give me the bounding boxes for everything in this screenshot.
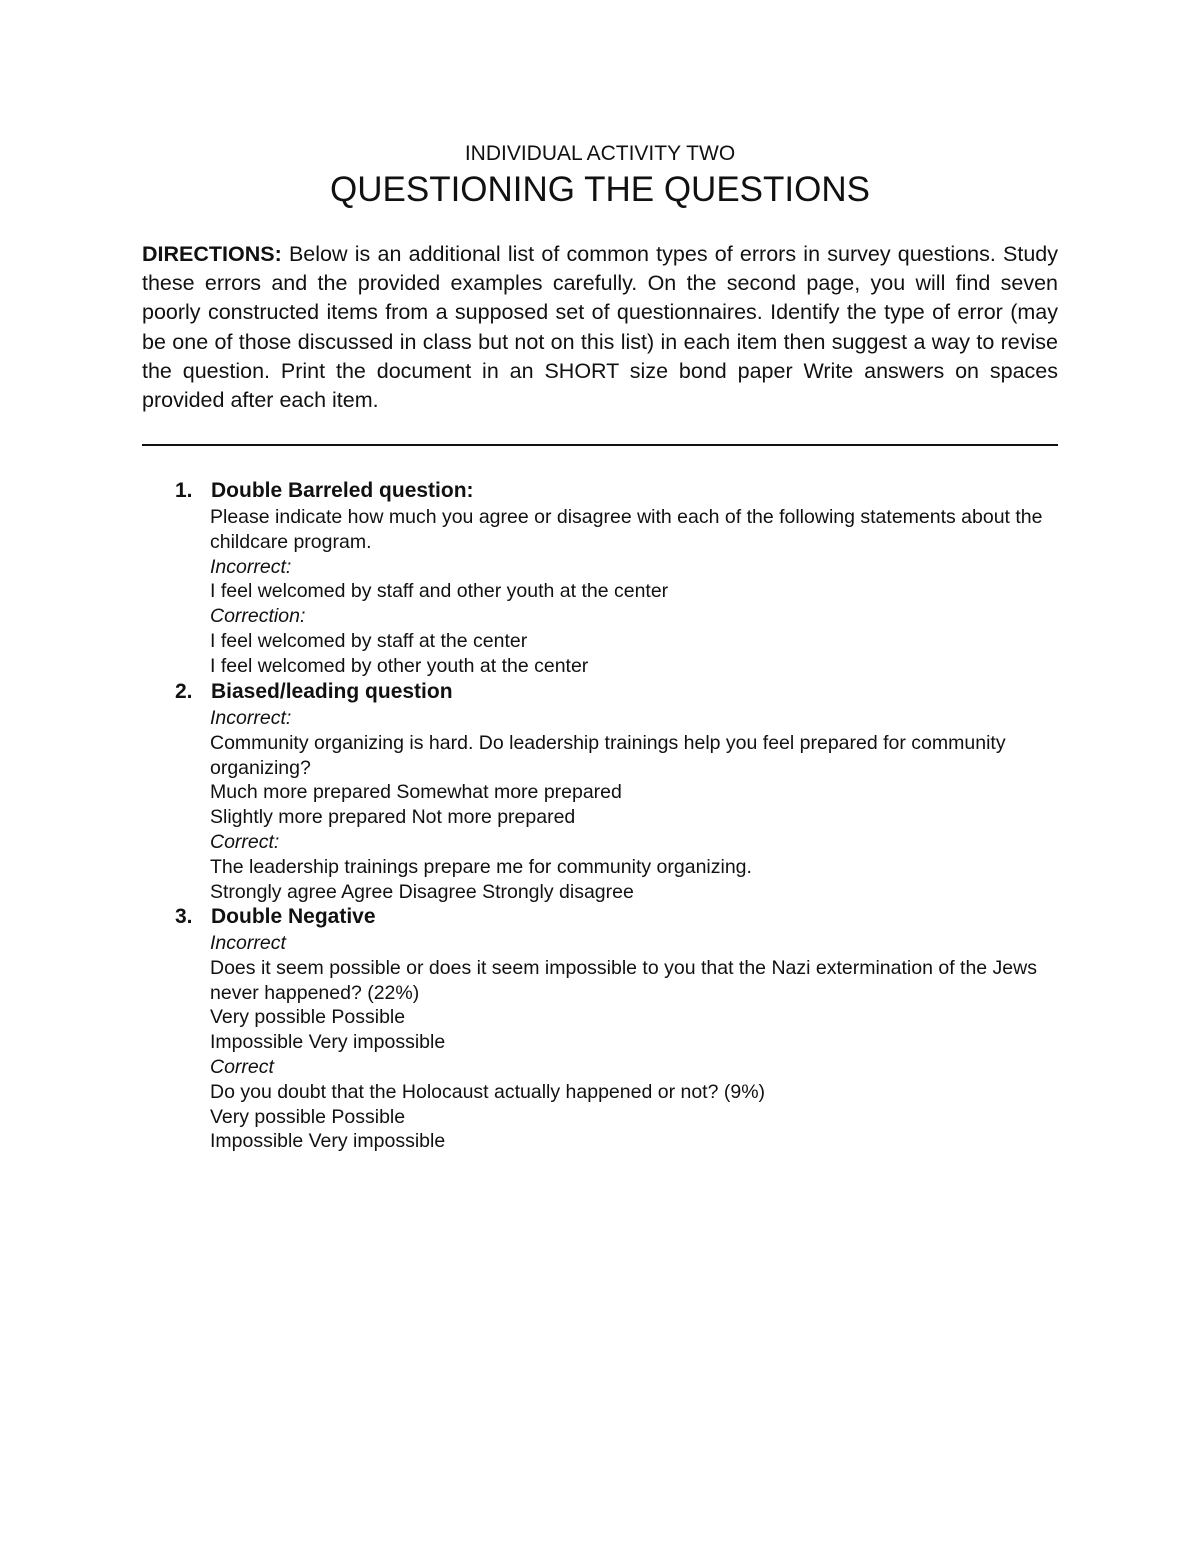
item-heading: Biased/leading question (211, 680, 453, 703)
item-heading: Double Negative (211, 905, 376, 928)
directions-text: Below is an additional list of common types of errors in survey questions. Study these errors and the provided examples carefully. On the second page, you will find seven poorly constructed items from a supposed set of questionnaires. Identify the type of error (may be one of those discussed in class but not on this list) in each item then suggest a way to revise the question. Print the document in an SHORT size bond paper Write answers on spaces provided after each item. (142, 242, 1058, 413)
item-text: Impossible Very impossible (210, 1031, 446, 1054)
item-text: I feel welcomed by other youth at the center (210, 654, 589, 677)
item-body (210, 505, 1050, 679)
directions-paragraph (142, 240, 1058, 415)
item-label-incorrect: Incorrect: (210, 555, 292, 578)
item-text: Community organizing is hard. Do leadership trainings help you feel prepared for community organizing? (210, 731, 1006, 779)
item-text: Slightly more prepared Not more prepared (210, 806, 576, 829)
item-text: Very possible Possible (210, 1105, 406, 1128)
item-text: Much more prepared Somewhat more prepared (210, 781, 622, 804)
horizontal-divider (142, 444, 1058, 446)
item-number: 1. (175, 479, 193, 502)
item-heading: Double Barreled question: (211, 479, 474, 502)
item-text: I feel welcomed by staff at the center (210, 629, 528, 652)
item-text: Please indicate how much you agree or disagree with each of the following statements about the childcare program. (210, 506, 1043, 553)
item-text: Do you doubt that the Holocaust actually happened or not? (9%) (210, 1080, 766, 1103)
item-label-correct: Correct: (210, 830, 280, 853)
item-text: Strongly agree Agree Disagree Strongly disagree (210, 880, 634, 903)
item-body (210, 931, 1050, 1154)
item-label-incorrect: Incorrect (210, 932, 286, 954)
item-text: I feel welcomed by staff and other youth at the center (210, 580, 669, 603)
item-text: The leadership trainings prepare me for community organizing. (210, 855, 752, 878)
item-text: Impossible Very impossible (210, 1130, 446, 1153)
item-label-correct: Correct (210, 1055, 274, 1078)
item-label-incorrect: Incorrect: (210, 707, 292, 729)
item-number: 3. (175, 905, 193, 928)
item-text: Very possible Possible (210, 1006, 406, 1029)
item-text: Does it seem possible or does it seem impossible to you that the Nazi extermination of the Jews never happened? (22%) (210, 956, 1037, 1004)
item-number: 2. (175, 680, 193, 703)
activity-subtitle: INDIVIDUAL ACTIVITY TWO (464, 142, 736, 165)
page-title: QUESTIONING THE QUESTIONS (330, 170, 870, 209)
item-label-correction: Correction: (210, 605, 306, 628)
item-body (210, 706, 1050, 904)
directions-label: DIRECTIONS: (142, 242, 282, 266)
